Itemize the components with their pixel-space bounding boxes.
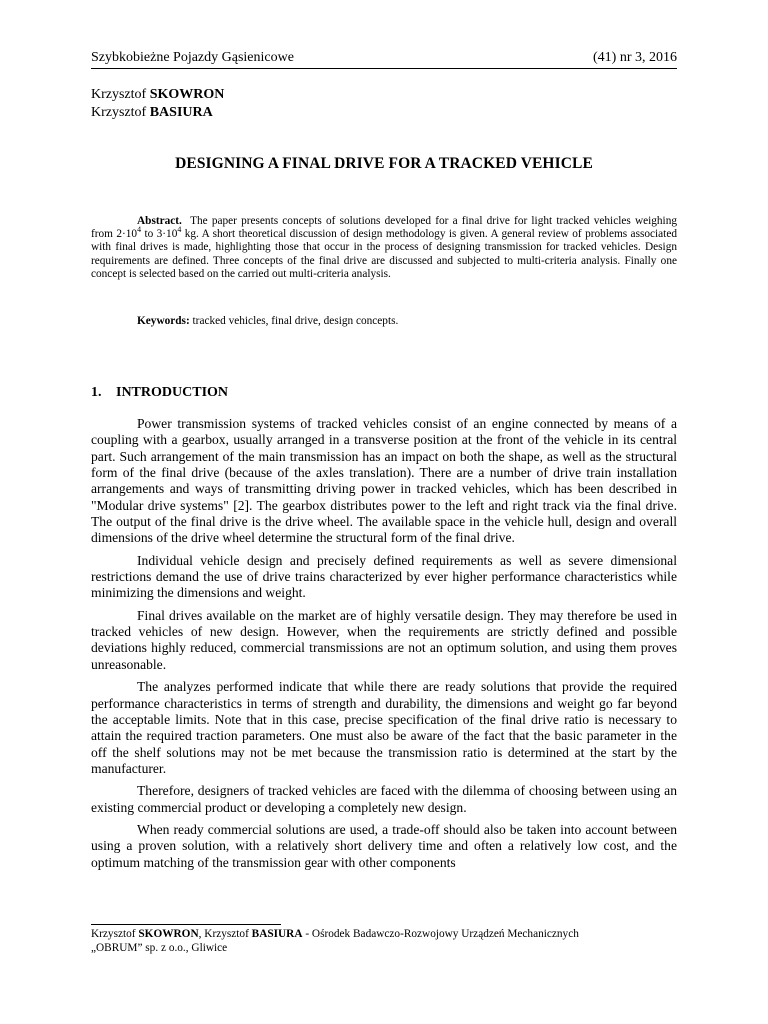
issue-info: (41) nr 3, 2016 bbox=[593, 50, 677, 65]
footnote-line-1 bbox=[91, 927, 677, 941]
section-number: 1. bbox=[91, 385, 102, 400]
author-2-first: Krzysztof bbox=[91, 105, 147, 120]
running-header bbox=[91, 50, 677, 69]
paragraph: Individual vehicle design and precisely defined requirements as well as severe dimensional restrictions demand the use of drive trains characterized by ever higher performance characteristics while minimizing the dimensions and weight. bbox=[91, 552, 677, 601]
paragraph: Therefore, designers of tracked vehicles are faced with the dilemma of choosing between using an existing commercial product or developing a completely new design. bbox=[91, 783, 677, 815]
fn-author-1-first: Krzysztof bbox=[91, 928, 139, 940]
author-2-last: BASIURA bbox=[149, 105, 213, 120]
paragraph: When ready commercial solutions are used, a trade-off should also be taken into account between using a proven solution, with a relatively short delivery time and often a relatively low cost, and the optimum matching of the transmission gear with other components bbox=[91, 821, 677, 870]
fn-affiliation: - Ośrodek Badawczo-Rozwojowy Urządzeń Mechanicznych bbox=[302, 928, 579, 940]
abstract-sup-a: 4 bbox=[137, 225, 142, 235]
author-1 bbox=[91, 86, 224, 104]
paragraph: Final drives available on the market are of highly versatile design. They may therefore be used in tracked vehicles of new design. However, when the requirements are strictly defined and possible deviations highly reduced, commercial transmissions are not an optimum solution, and using them proves unreasonable. bbox=[91, 607, 677, 672]
paragraph: Power transmission systems of tracked vehicles consist of an engine connected by means of a coupling with a gearbox, usually arranged in a transverse position at the front of the vehicle in its central part. Such arrangement of the main transmission has an impact on both the shape, as well as the structural form of the final drive (because of the axles translation). There are a number of drive train installation arrangements and ways of transmitting driving power in tracked vehicles, which has been described in "Modular drive systems" [2]. The gearbox distributes power to the left and right track via the final drive. The output of the final drive is the drive wheel. The available space in the vehicle hull, design and overall dimensions of the drive wheel determine the structural form of the final drive. bbox=[91, 416, 677, 546]
abstract-text-c: kg. A short theoretical discussion of design methodology is given. A general review of problems associated with final drives is made, highlighting those that occur in the process of designing transmission for tracked vehicles. Design requirements are defined. Three concepts of the final drive are discussed and subjected to multi-criteria analysis. Finally one concept is selected based on the carried out multi-criteria analysis. bbox=[91, 228, 677, 280]
author-list bbox=[91, 86, 224, 122]
footnote bbox=[91, 927, 677, 955]
footnote-rule bbox=[91, 924, 281, 925]
footnote-line-2: „OBRUM” sp. z o.o., Gliwice bbox=[91, 942, 228, 954]
abstract-text-b: to 3·10 bbox=[141, 228, 178, 241]
section-title: INTRODUCTION bbox=[116, 385, 229, 400]
abstract-label: Abstract. bbox=[137, 215, 182, 227]
keywords-label: Keywords: bbox=[137, 315, 190, 327]
author-1-last: SKOWRON bbox=[149, 87, 225, 102]
abstract-text-a: The paper presents concepts of solutions developed for a final drive for light tracked vehicles weighing from 2·10 bbox=[91, 215, 677, 241]
fn-author-1-last: SKOWRON bbox=[138, 928, 199, 940]
journal-name: Szybkobieżne Pojazdy Gąsienicowe bbox=[91, 50, 294, 65]
fn-separator: , Krzysztof bbox=[198, 928, 252, 940]
author-1-first: Krzysztof bbox=[91, 87, 147, 102]
section-heading bbox=[91, 385, 228, 401]
paper-title: DESIGNING A FINAL DRIVE FOR A TRACKED VEHICLE bbox=[175, 155, 593, 172]
fn-author-2-last: BASIURA bbox=[251, 928, 303, 940]
paragraph: The analyzes performed indicate that while there are ready solutions that provide the required performance characteristics in terms of strength and durability, the dimensions and weight go far beyond the acceptable limits. Note that in this case, precise specification of the final drive ratio is necessary to attain the required traction parameters. One must also be aware of the fact that the basic parameter in the off the shelf solutions may not be met because the transmission ratio is determined at the start by the manufacturer. bbox=[91, 679, 677, 776]
author-2 bbox=[91, 104, 224, 122]
abstract-sup-b: 4 bbox=[177, 225, 182, 235]
abstract bbox=[91, 215, 677, 281]
body-text bbox=[91, 416, 677, 877]
keywords bbox=[137, 315, 398, 327]
keywords-text: tracked vehicles, final drive, design concepts. bbox=[189, 315, 399, 327]
